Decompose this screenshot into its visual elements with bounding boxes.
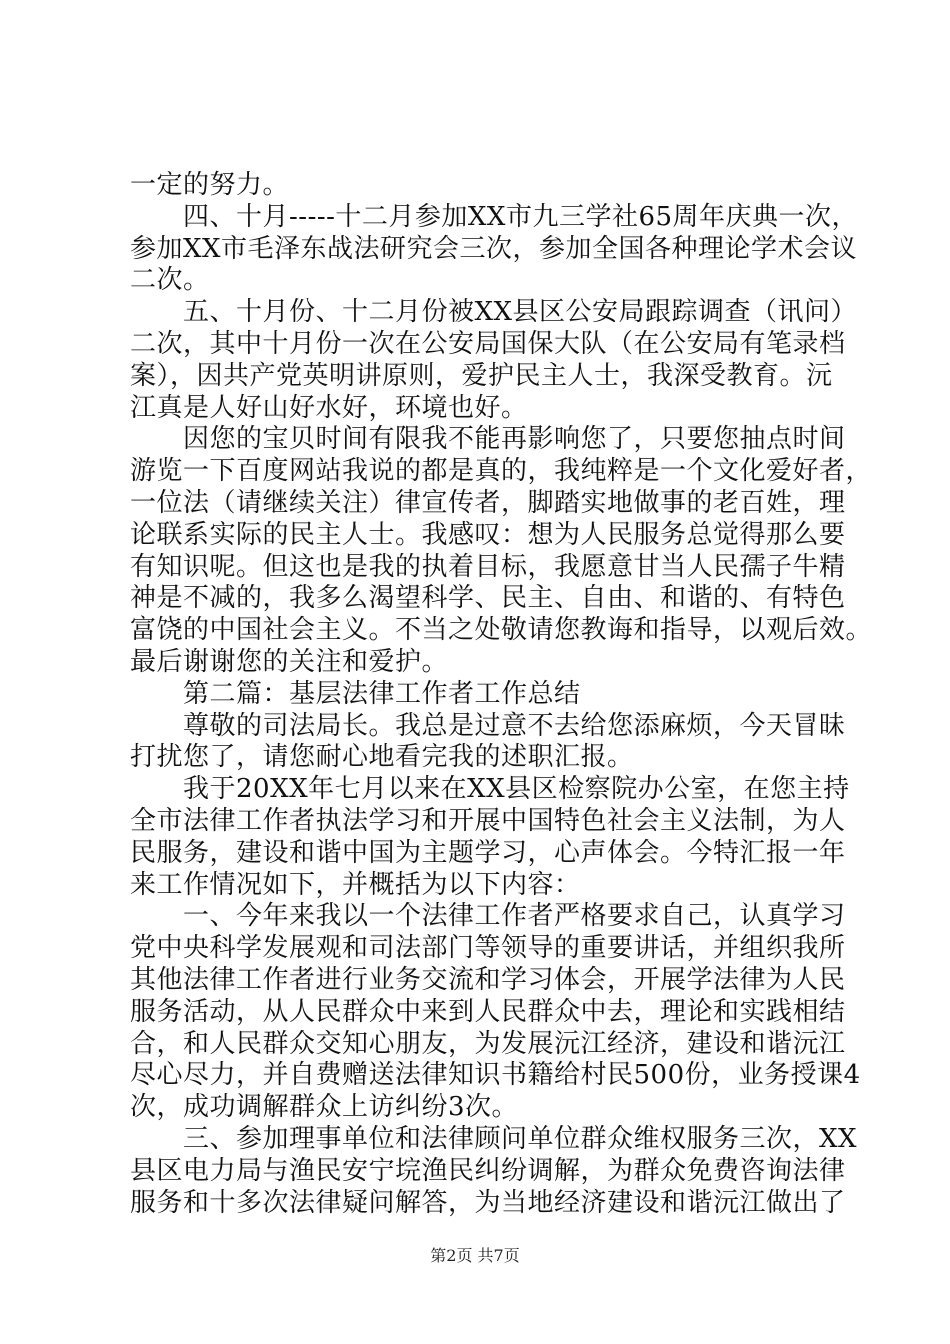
text-line: 游览一下百度网站我说的都是真的，我纯粹是一个文化爱好者， [130,456,873,487]
text-line: 参加XX市毛泽东战法研究会三次，参加全国各种理论学术会议 [130,233,858,264]
text-line: 服务活动，从人民群众中来到人民群众中去，理论和实践相结 [130,996,846,1027]
text-line: 有知识呢。但这也是我的执着目标，我愿意甘当人民孺子牛精 [130,551,846,582]
text-line: 三、参加理事单位和法律顾问单位群众维权服务三次，XX [130,1123,858,1154]
text-line: 尽心尽力，并自费赠送法律知识书籍给村民500份，业务授课4 [130,1060,861,1091]
text-line: 次，成功调解群众上访纠纷3次。 [130,1092,519,1123]
text-line: 一定的努力。 [130,170,290,200]
text-line: 服务和十多次法律疑问解答，为当地经济建设和谐沅江做出了 [130,1187,846,1218]
text-line: 党中央科学发展观和司法部门等领导的重要讲话，并组织我所 [130,933,846,964]
section-heading: 第二篇：基层法律工作者工作总结 [130,678,581,709]
text-line: 神是不减的，我多么渴望科学、民主、自由、和谐的、有特色 [130,583,846,614]
text-line: 一位法（请继续关注）律宣传者，脚踏实地做事的老百姓，理 [130,487,846,518]
text-line: 来工作情况如下，并概括为以下内容： [130,869,581,900]
text-line: 富饶的中国社会主义。不当之处敬请您教诲和指导，以观后效。 [130,615,873,646]
text-line: 打扰您了，请您耐心地看完我的述职汇报。 [130,742,634,773]
text-line: 因您的宝贝时间有限我不能再影响您了，只要您抽点时间 [130,424,846,455]
text-line: 江真是人好山好水好，环境也好。 [130,392,528,423]
text-line: 一、今年来我以一个法律工作者严格要求自己，认真学习 [130,901,846,932]
text-line: 民服务，建设和谐中国为主题学习，心声体会。今特汇报一年 [130,837,846,868]
page-number-footer: 第2页 共7页 [430,1246,520,1265]
text-line: 县区电力局与渔民安宁垸渔民纠纷调解，为群众免费咨询法律 [130,1155,846,1186]
text-line: 案），因共产党英明讲原则，爱护民主人士，我深受教育。沅 [130,360,833,391]
text-line: 五、十月份、十二月份被XX县区公安局跟踪调查（讯问） [130,297,858,328]
text-line: 四、十月-----十二月参加XX市九三学社65周年庆典一次， [130,201,859,232]
text-line: 二次。 [130,265,210,296]
text-line: 二次，其中十月份一次在公安局国保大队（在公安局有笔录档 [130,328,846,359]
text-line: 最后谢谢您的关注和爱护。 [130,646,449,677]
text-line: 全市法律工作者执法学习和开展中国特色社会主义法制，为人 [130,805,846,836]
text-line: 论联系实际的民主人士。我感叹：想为人民服务总觉得那么要 [130,519,846,550]
text-line: 其他法律工作者进行业务交流和学习体会，开展学法律为人民 [130,964,846,995]
text-line: 尊敬的司法局长。我总是过意不去给您添麻烦，今天冒昧 [130,710,846,741]
text-line: 我于20XX年七月以来在XX县区检察院办公室，在您主持 [130,774,850,805]
text-line: 合，和人民群众交知心朋友，为发展沅江经济，建设和谐沅江 [130,1028,846,1059]
document-body [130,170,873,1219]
